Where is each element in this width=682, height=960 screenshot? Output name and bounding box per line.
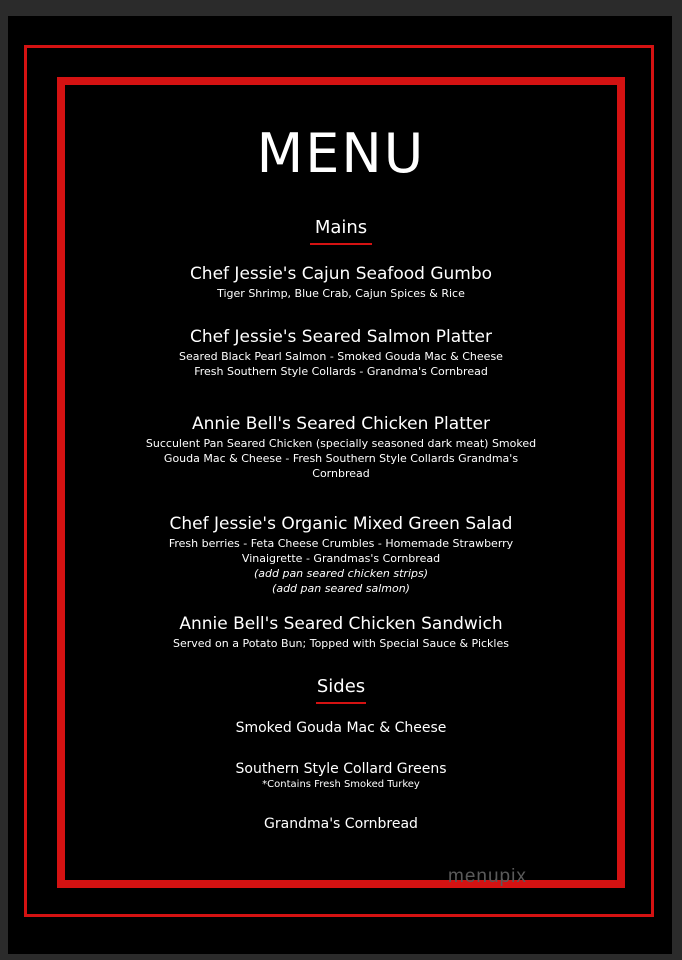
item-name: Annie Bell's Seared Chicken Sandwich [179,614,503,634]
side-item-mac-cheese [65,719,617,737]
menu-item-gumbo [65,263,617,301]
item-description [65,636,617,651]
desc-line: Fresh berries - Feta Cheese Crumbles - Homemade Strawberry [168,537,514,550]
menu-item-chicken-sandwich [65,613,617,651]
mains-heading-label: Mains [314,217,368,238]
item-name: Chef Jessie's Seared Salmon Platter [190,327,492,347]
side-name: Southern Style Collard Greens [235,761,447,777]
desc-line: Tiger Shrimp, Blue Crab, Cajun Spices & Rice [217,287,465,300]
watermark-text: menupix [448,866,527,887]
side-item-cornbread [65,815,617,833]
desc-line: Served on a Potato Bun; Topped with Special Sauce & Pickles [173,637,509,650]
mains-heading [65,217,617,245]
item-description [65,349,617,379]
sides-heading-label: Sides [316,676,366,697]
item-description [65,436,617,481]
sides-heading [65,676,617,704]
item-description [65,286,617,301]
menu-title: MENU [256,122,426,185]
desc-line: Fresh Southern Style Collards - Grandma's Cornbread [194,365,488,378]
item-name: Chef Jessie's Cajun Seafood Gumbo [189,264,493,284]
item-addon: (add pan seared salmon) [272,582,410,595]
menu-item-salmon-platter [65,326,617,379]
item-description [65,536,617,566]
desc-line: Gouda Mac & Cheese - Fresh Southern Style Collards Grandma's [163,452,519,465]
item-addon: (add pan seared chicken strips) [253,567,429,580]
item-name: Annie Bell's Seared Chicken Platter [192,414,490,434]
menu-item-chicken-platter [65,413,617,481]
menu-item-green-salad [65,513,617,596]
side-item-collard-greens [65,760,617,792]
mains-underline [310,243,372,245]
sides-underline [316,702,366,704]
desc-line: Vinaigrette - Grandmas's Cornbread [241,552,441,565]
desc-line: Seared Black Pearl Salmon - Smoked Gouda Mac & Cheese [179,350,503,363]
menu-content [65,85,617,880]
side-name: Grandma's Cornbread [264,816,418,832]
desc-line: Succulent Pan Seared Chicken (specially seasoned dark meat) Smoked [145,437,537,450]
side-name: Smoked Gouda Mac & Cheese [235,720,447,736]
item-name: Chef Jessie's Organic Mixed Green Salad [169,514,513,534]
side-note: *Contains Fresh Smoked Turkey [262,779,420,790]
desc-line: Cornbread [312,467,370,480]
